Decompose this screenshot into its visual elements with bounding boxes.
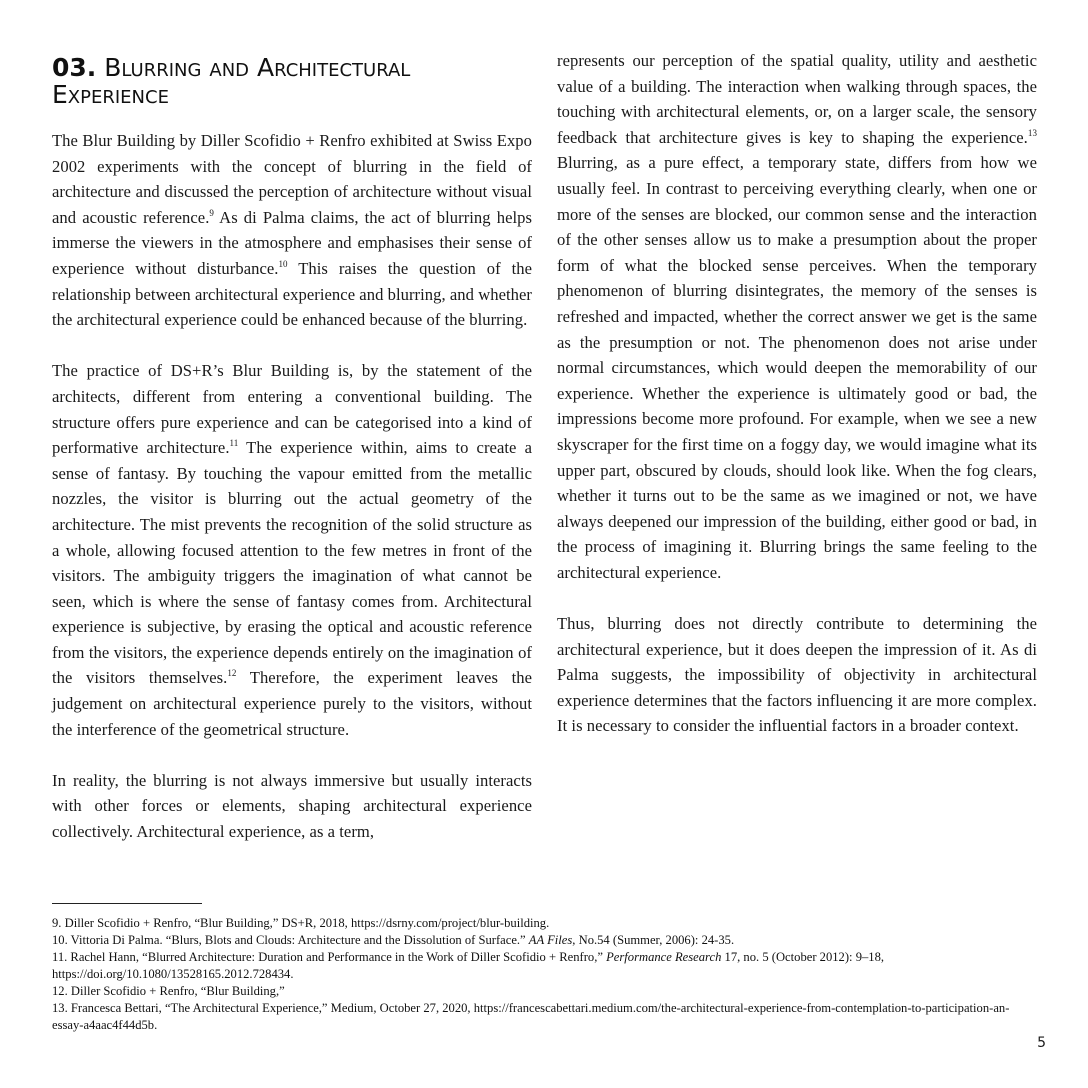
- paragraph-2: The practice of DS+R’s Blur Building is, by the statement of the architects, different from entering a conventional building. The structure offers pure experience and can be categorised into a kind of performative architecture.$^{11}$ The experience within, aims to create a sense of fantasy. By touching the vapour emitted from the metallic nozzles, the visitor is blurring out the actual geometry of the architecture. The mist prevents the recognition of the solid structure as a whole, allowing focused attention to the few metres in front of the visitors. The ambiguity triggers the imagination of what cannot be seen, which is where the sense of fantasy comes from. Architectural experience is subjective, by erasing the optical and acoustic reference from the visitors, the experience depends entirely on the imagination of the visitors themselves.$^{12}$ Therefore, the experiment leaves the judgement on architectural experience purely to the visitors, without the interference of the geometrical structure.: [52, 361, 533, 739]
- page-number: 5: [1037, 1035, 1046, 1051]
- paragraph-5: Thus, blurring does not directly contribute to determining the architectural experience, but it does deepen the impression of it. As di Palma suggests, the impossibility of objectivity in architectural experience determines that the factors influencing it are more complex. It is necessary to consider the influential factors in a broader context.: [557, 614, 1037, 736]
- section-number: 03.: [52, 53, 97, 82]
- footnote-13: 13. Francesca Bettari, “The Architectural Experience,” Medium, October 27, 2020, https://francescabettari.medium.com/the-architectural-experience-from-contemplation-to-participation-an-essay-a4aac4f44d5b.: [52, 1001, 1010, 1032]
- footnote-12: 12. Diller Scofidio + Renfro, “Blur Building,”: [52, 984, 285, 998]
- paragraph-1: The Blur Building by Diller Scofidio + Renfro exhibited at Swiss Expo 2002 experiments with the concept of blurring in the field of architecture and discussed the perception of architecture without visual and acoustic reference.$^9$ As di Palma claims, the act of blurring helps immerse the viewers in the atmosphere and emphasises their sense of experience without disturbance.$^{10}$ This raises the question of the relationship between architectural experience and blurring, and whether the architectural experience could be enhanced because of the blurring.: [52, 131, 532, 330]
- footnote-9: 9. Diller Scofidio + Renfro, “Blur Building,” DS+R, 2018, https://dsrny.com/project/blur-building.: [52, 916, 550, 930]
- section-heading: [52, 54, 532, 108]
- right-column: [557, 48, 1037, 739]
- footnote-11: 11. Rachel Hann, “Blurred Architecture: Duration and Performance in the Work of Diller Scofidio + Renfro,” Performance Research 17, no. 5 (October 2012): 9–18, https://doi.org/10.1080/13528165.2012.728434.: [52, 950, 885, 981]
- footnote-ref-11[interactable]: 11: [229, 438, 239, 449]
- paragraph-3: In reality, the blurring is not always immersive but usually interacts with other forces or elements, shaping architectural experience collectively. Architectural experience, as a term,: [52, 770, 532, 842]
- footnote-ref-9[interactable]: 9: [209, 207, 214, 218]
- footnote-10: 10. Vittoria Di Palma. “Blurs, Blots and Clouds: Architecture and the Dissolution of Surface.” AA Files, No.54 (Summer, 2006): 24-35.: [52, 933, 735, 947]
- footnote-ref-13[interactable]: 13: [1027, 127, 1037, 138]
- left-column: [52, 54, 532, 845]
- section-title: Blurring and Architectural Experience: [52, 53, 411, 109]
- paragraph-4: represents our perception of the spatial quality, utility and aesthetic value of a building. The interaction when walking through spaces, the touching with architectural elements, or, on a larger scale, the sensory feedback that architecture gives is key to shaping the experience.$^{13}$ Blurring, as a pure effect, a temporary state, differs from how we usually feel. In contrast to perceiving everything clearly, when one or more of the senses are blocked, our common sense and the interaction of the other senses allow us to make a presumption about the proper form of what the blocked sense perceives. When the temporary phenomenon of blurring disintegrates, the memory of the senses is refreshed and impacted, whether the correct answer we get is the same as the presumption or not. The phenomenon does not arise under normal circumstances, which would deepen the memorability of our experience. Whether the experience is ultimately good or bad, the impressions become more profound. For example, when we see a new skyscraper for the first time on a foggy day, we would imagine what its upper part, obscured by clouds, should look like. When the fog clears, whether it turns out to be the same as we imagined or not, we have always deepened our impression of the building, either good or bad, in the process of imagining it. Blurring brings the same feeling to the architectural experience.: [557, 51, 1037, 582]
- footnotes: [52, 915, 1037, 1034]
- footnote-ref-12[interactable]: 12: [227, 668, 237, 679]
- footnote-ref-10[interactable]: 10: [278, 258, 288, 269]
- footnote-divider: [52, 903, 202, 904]
